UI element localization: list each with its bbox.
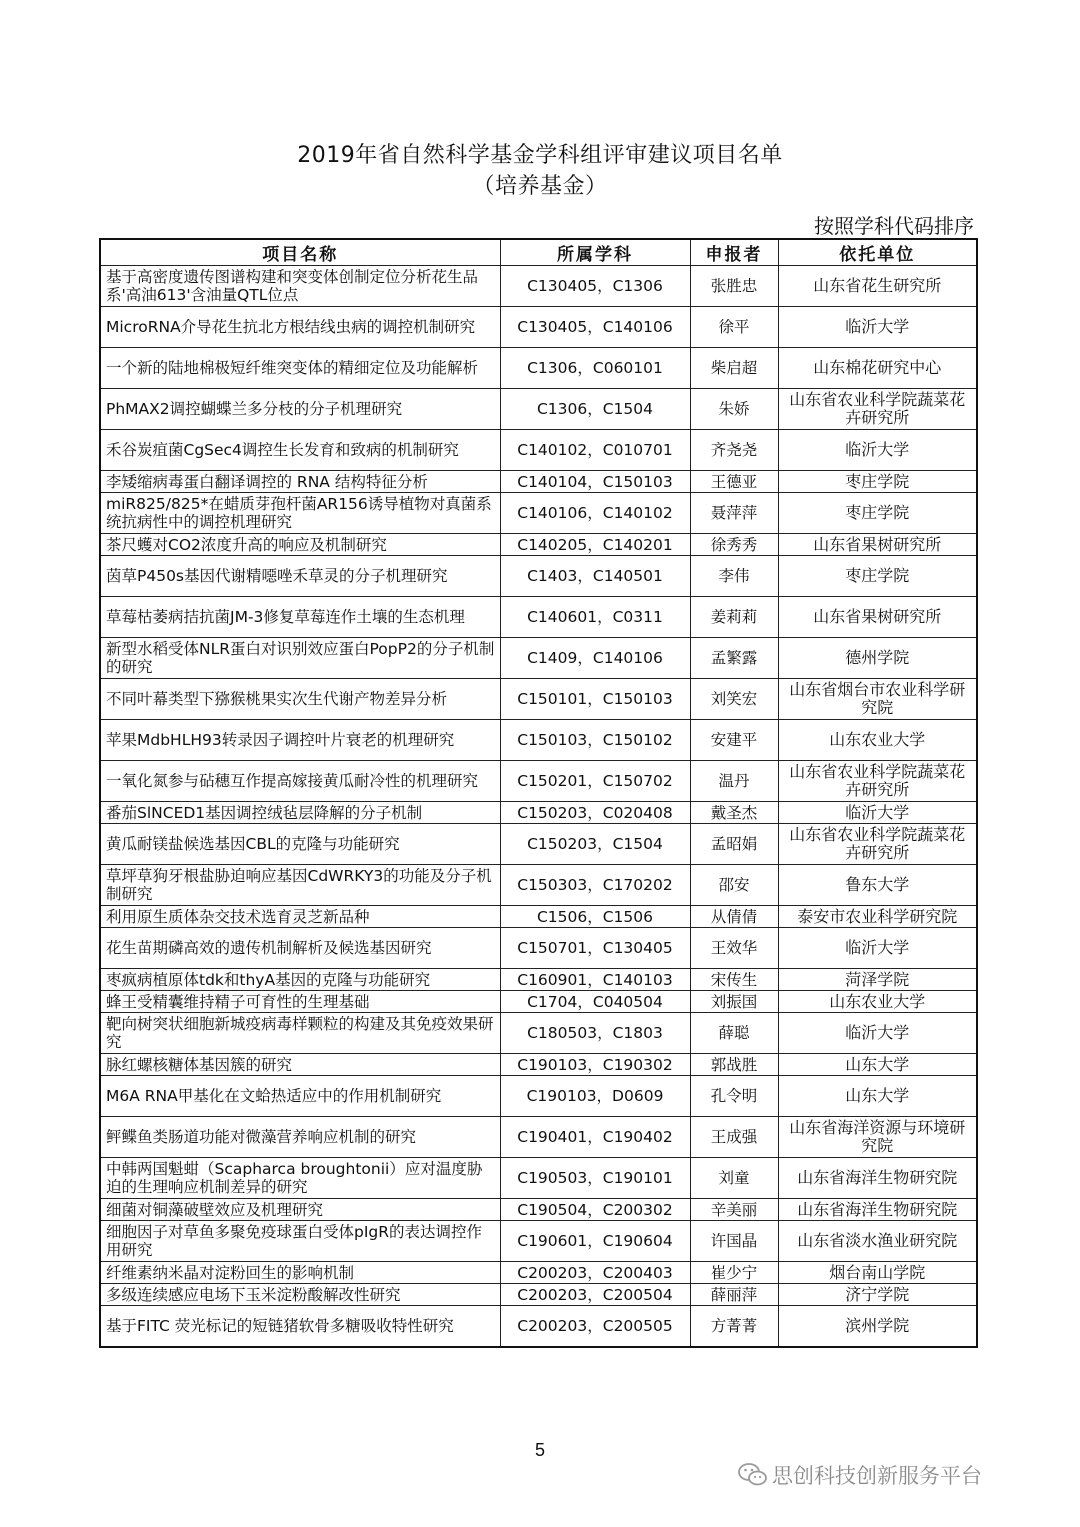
table-row (100, 1117, 977, 1158)
project-name-cell: 花生苗期磷高效的遗传机制解析及候选基因研究 (100, 928, 500, 969)
table-row (100, 1262, 977, 1284)
discipline-code-cell: C190601，C190604 (500, 1221, 690, 1262)
watermark (738, 1460, 982, 1490)
table-row (100, 1221, 977, 1262)
project-name-cell: 利用原生质体杂交技术选育灵芝新品种 (100, 906, 500, 928)
table-row (100, 348, 977, 389)
table-row (100, 1284, 977, 1306)
table-row (100, 266, 977, 307)
discipline-code-cell: C140104，C150103 (500, 471, 690, 493)
project-name-cell: 草莓枯萎病拮抗菌JM-3修复草莓连作土壤的生态机理 (100, 597, 500, 638)
institution-cell: 山东省果树研究所 (778, 597, 977, 638)
watermark-text: 思创科技创新服务平台 (772, 1464, 982, 1488)
discipline-code-cell: C1306，C060101 (500, 348, 690, 389)
project-name-cell: 番茄SlNCED1基因调控绒毡层降解的分子机制 (100, 802, 500, 824)
institution-cell: 山东省花生研究所 (778, 266, 977, 307)
table-row (100, 493, 977, 534)
project-name-cell: 基于FITC 荧光标记的短链猪软骨多糖吸收特性研究 (100, 1306, 500, 1347)
project-name-cell: 一氧化氮参与砧穗互作提高嫁接黄瓜耐冷性的机理研究 (100, 761, 500, 802)
project-name-cell: 草坪草狗牙根盐胁迫响应基因CdWRKY3的功能及分子机制研究 (100, 865, 500, 906)
applicant-cell: 辛美丽 (690, 1199, 778, 1221)
sort-note: 按照学科代码排序 (814, 214, 974, 238)
institution-cell: 枣庄学院 (778, 471, 977, 493)
discipline-code-cell: C160901，C140103 (500, 969, 690, 991)
institution-cell: 临沂大学 (778, 802, 977, 824)
discipline-code-cell: C1704，C040504 (500, 991, 690, 1013)
discipline-code-cell: C150103，C150102 (500, 720, 690, 761)
discipline-code-cell: C150701，C130405 (500, 928, 690, 969)
institution-cell: 山东省海洋资源与环境研究院 (778, 1117, 977, 1158)
discipline-code-cell: C200203，C200505 (500, 1306, 690, 1347)
discipline-code-cell: C1306，C1504 (500, 389, 690, 430)
applicant-cell: 孟繁露 (690, 638, 778, 679)
table-row (100, 1076, 977, 1117)
table-row (100, 307, 977, 348)
project-name-cell: 不同叶幕类型下猕猴桃果实次生代谢产物差异分析 (100, 679, 500, 720)
applicant-cell: 许国晶 (690, 1221, 778, 1262)
table-row (100, 1013, 977, 1054)
table-body (100, 266, 977, 1347)
project-name-cell: miR825/825*在蜡质芽孢杆菌AR156诱导植物对真菌系统抗病性中的调控机理研究 (100, 493, 500, 534)
institution-cell: 山东棉花研究中心 (778, 348, 977, 389)
discipline-code-cell: C190504，C200302 (500, 1199, 690, 1221)
discipline-code-cell: C190103，D0609 (500, 1076, 690, 1117)
table-row (100, 906, 977, 928)
table-row (100, 1306, 977, 1347)
project-name-cell: 基于高密度遗传图谱构建和突变体创制定位分析花生品系'高油613'含油量QTL位点 (100, 266, 500, 307)
column-header-applicant: 申报者 (690, 239, 778, 266)
project-name-cell: 一个新的陆地棉极短纤维突变体的精细定位及功能解析 (100, 348, 500, 389)
project-name-cell: 多级连续感应电场下玉米淀粉酸解改性研究 (100, 1284, 500, 1306)
institution-cell: 山东省果树研究所 (778, 534, 977, 556)
discipline-code-cell: C1409，C140106 (500, 638, 690, 679)
institution-cell: 临沂大学 (778, 307, 977, 348)
applicant-cell: 戴圣杰 (690, 802, 778, 824)
project-name-cell: 茵草P450s基因代谢精噁唑禾草灵的分子机理研究 (100, 556, 500, 597)
project-name-cell: MicroRNA介导花生抗北方根结线虫病的调控机制研究 (100, 307, 500, 348)
applicant-cell: 刘振国 (690, 991, 778, 1013)
table-row (100, 679, 977, 720)
project-name-cell: 纤维素纳米晶对淀粉回生的影响机制 (100, 1262, 500, 1284)
table-row (100, 1199, 977, 1221)
institution-cell: 滨州学院 (778, 1306, 977, 1347)
applicant-cell: 孔令明 (690, 1076, 778, 1117)
institution-cell: 山东省农业科学院蔬菜花卉研究所 (778, 389, 977, 430)
institution-cell: 山东农业大学 (778, 991, 977, 1013)
table-row (100, 720, 977, 761)
table-row (100, 534, 977, 556)
institution-cell: 泰安市农业科学研究院 (778, 906, 977, 928)
institution-cell: 山东省海洋生物研究院 (778, 1158, 977, 1199)
table-row (100, 824, 977, 865)
discipline-code-cell: C1506，C1506 (500, 906, 690, 928)
column-header-institution: 依托单位 (778, 239, 977, 266)
project-name-cell: 细胞因子对草鱼多聚免疫球蛋白受体pIgR的表达调控作用研究 (100, 1221, 500, 1262)
applicant-cell: 刘童 (690, 1158, 778, 1199)
discipline-code-cell: C150203，C1504 (500, 824, 690, 865)
institution-cell: 山东省农业科学院蔬菜花卉研究所 (778, 761, 977, 802)
institution-cell: 临沂大学 (778, 430, 977, 471)
applicant-cell: 温丹 (690, 761, 778, 802)
applicant-cell: 王效华 (690, 928, 778, 969)
applicant-cell: 薛丽萍 (690, 1284, 778, 1306)
discipline-code-cell: C190103，C190302 (500, 1054, 690, 1076)
discipline-code-cell: C140102，C010701 (500, 430, 690, 471)
discipline-code-cell: C150101，C150103 (500, 679, 690, 720)
discipline-code-cell: C150201，C150702 (500, 761, 690, 802)
discipline-code-cell: C200203，C200504 (500, 1284, 690, 1306)
institution-cell: 山东省烟台市农业科学研究院 (778, 679, 977, 720)
institution-cell: 山东大学 (778, 1054, 977, 1076)
project-name-cell: 黄瓜耐镁盐候选基因CBL的克隆与功能研究 (100, 824, 500, 865)
table-row (100, 389, 977, 430)
document-title: 2019年省自然科学基金学科组评审建议项目名单 (297, 143, 783, 168)
institution-cell: 济宁学院 (778, 1284, 977, 1306)
applicant-cell: 徐平 (690, 307, 778, 348)
applicant-cell: 薛聪 (690, 1013, 778, 1054)
project-name-cell: 中韩两国魁蚶（Scapharca broughtonii）应对温度胁迫的生理响应机制差异的研究 (100, 1158, 500, 1199)
discipline-code-cell: C140205，C140201 (500, 534, 690, 556)
applicant-cell: 从倩倩 (690, 906, 778, 928)
table-row (100, 1158, 977, 1199)
discipline-code-cell: C140601，C0311 (500, 597, 690, 638)
institution-cell: 山东省农业科学院蔬菜花卉研究所 (778, 824, 977, 865)
project-name-cell: 细菌对铜藻破壁效应及机理研究 (100, 1199, 500, 1221)
applicant-cell: 朱娇 (690, 389, 778, 430)
wechat-icon (738, 1462, 768, 1488)
applicant-cell: 姜莉莉 (690, 597, 778, 638)
institution-cell: 山东大学 (778, 1076, 977, 1117)
discipline-code-cell: C1403，C140501 (500, 556, 690, 597)
page-number: 5 (534, 1440, 545, 1460)
discipline-code-cell: C200203，C200403 (500, 1262, 690, 1284)
institution-cell: 临沂大学 (778, 1013, 977, 1054)
project-name-cell: 蜂王受精囊维持精子可育性的生理基础 (100, 991, 500, 1013)
applicant-cell: 柴启超 (690, 348, 778, 389)
table-row (100, 969, 977, 991)
applicant-cell: 齐尧尧 (690, 430, 778, 471)
applicant-cell: 宋传生 (690, 969, 778, 991)
project-name-cell: 枣疯病植原体tdk和thyA基因的克隆与功能研究 (100, 969, 500, 991)
applicant-cell: 邵安 (690, 865, 778, 906)
applicant-cell: 刘笑宏 (690, 679, 778, 720)
applicant-cell: 崔少宁 (690, 1262, 778, 1284)
table-row (100, 865, 977, 906)
applicant-cell: 徐秀秀 (690, 534, 778, 556)
applicant-cell: 王成强 (690, 1117, 778, 1158)
table-row (100, 761, 977, 802)
discipline-code-cell: C190503，C190101 (500, 1158, 690, 1199)
table-row (100, 430, 977, 471)
institution-cell: 鲁东大学 (778, 865, 977, 906)
institution-cell: 枣庄学院 (778, 556, 977, 597)
discipline-code-cell: C130405，C140106 (500, 307, 690, 348)
project-name-cell: 脉红螺核糖体基因簇的研究 (100, 1054, 500, 1076)
project-name-cell: 鲆鲽鱼类肠道功能对微藻营养响应机制的研究 (100, 1117, 500, 1158)
institution-cell: 山东省海洋生物研究院 (778, 1199, 977, 1221)
institution-cell: 山东农业大学 (778, 720, 977, 761)
applicant-cell: 郭战胜 (690, 1054, 778, 1076)
table-row (100, 556, 977, 597)
project-name-cell: 苹果MdbHLH93转录因子调控叶片衰老的机理研究 (100, 720, 500, 761)
project-name-cell: 茶尺蠖对CO2浓度升高的响应及机制研究 (100, 534, 500, 556)
discipline-code-cell: C150303，C170202 (500, 865, 690, 906)
applicant-cell: 孟昭娟 (690, 824, 778, 865)
project-name-cell: PhMAX2调控蝴蝶兰多分枝的分子机理研究 (100, 389, 500, 430)
table-header-row (100, 239, 977, 266)
institution-cell: 临沂大学 (778, 928, 977, 969)
applicant-cell: 安建平 (690, 720, 778, 761)
column-header-discipline: 所属学科 (500, 239, 690, 266)
discipline-code-cell: C180503，C1803 (500, 1013, 690, 1054)
project-name-cell: M6A RNA甲基化在文蛤热适应中的作用机制研究 (100, 1076, 500, 1117)
project-name-cell: 新型水稻受体NLR蛋白对识别效应蛋白PopP2的分子机制的研究 (100, 638, 500, 679)
table-row (100, 597, 977, 638)
discipline-code-cell: C190401，C190402 (500, 1117, 690, 1158)
document-subtitle: （培养基金） (472, 174, 608, 199)
applicant-cell: 李伟 (690, 556, 778, 597)
table-row (100, 638, 977, 679)
institution-cell: 山东省淡水渔业研究院 (778, 1221, 977, 1262)
institution-cell: 烟台南山学院 (778, 1262, 977, 1284)
applicant-cell: 聂萍萍 (690, 493, 778, 534)
institution-cell: 德州学院 (778, 638, 977, 679)
table-row (100, 471, 977, 493)
discipline-code-cell: C140106，C140102 (500, 493, 690, 534)
table-row (100, 991, 977, 1013)
applicant-cell: 王德亚 (690, 471, 778, 493)
discipline-code-cell: C150203，C020408 (500, 802, 690, 824)
institution-cell: 枣庄学院 (778, 493, 977, 534)
table-row (100, 1054, 977, 1076)
project-name-cell: 李矮缩病毒蛋白翻译调控的 RNA 结构特征分析 (100, 471, 500, 493)
table-row (100, 928, 977, 969)
institution-cell: 菏泽学院 (778, 969, 977, 991)
project-name-cell: 靶向树突状细胞新城疫病毒样颗粒的构建及其免疫效果研究 (100, 1013, 500, 1054)
applicant-cell: 张胜忠 (690, 266, 778, 307)
project-name-cell: 禾谷炭疽菌CgSec4调控生长发育和致病的机制研究 (100, 430, 500, 471)
applicant-cell: 方菁菁 (690, 1306, 778, 1347)
project-table (99, 238, 978, 1348)
table-row (100, 802, 977, 824)
column-header-project-name: 项目名称 (100, 239, 500, 266)
discipline-code-cell: C130405，C1306 (500, 266, 690, 307)
